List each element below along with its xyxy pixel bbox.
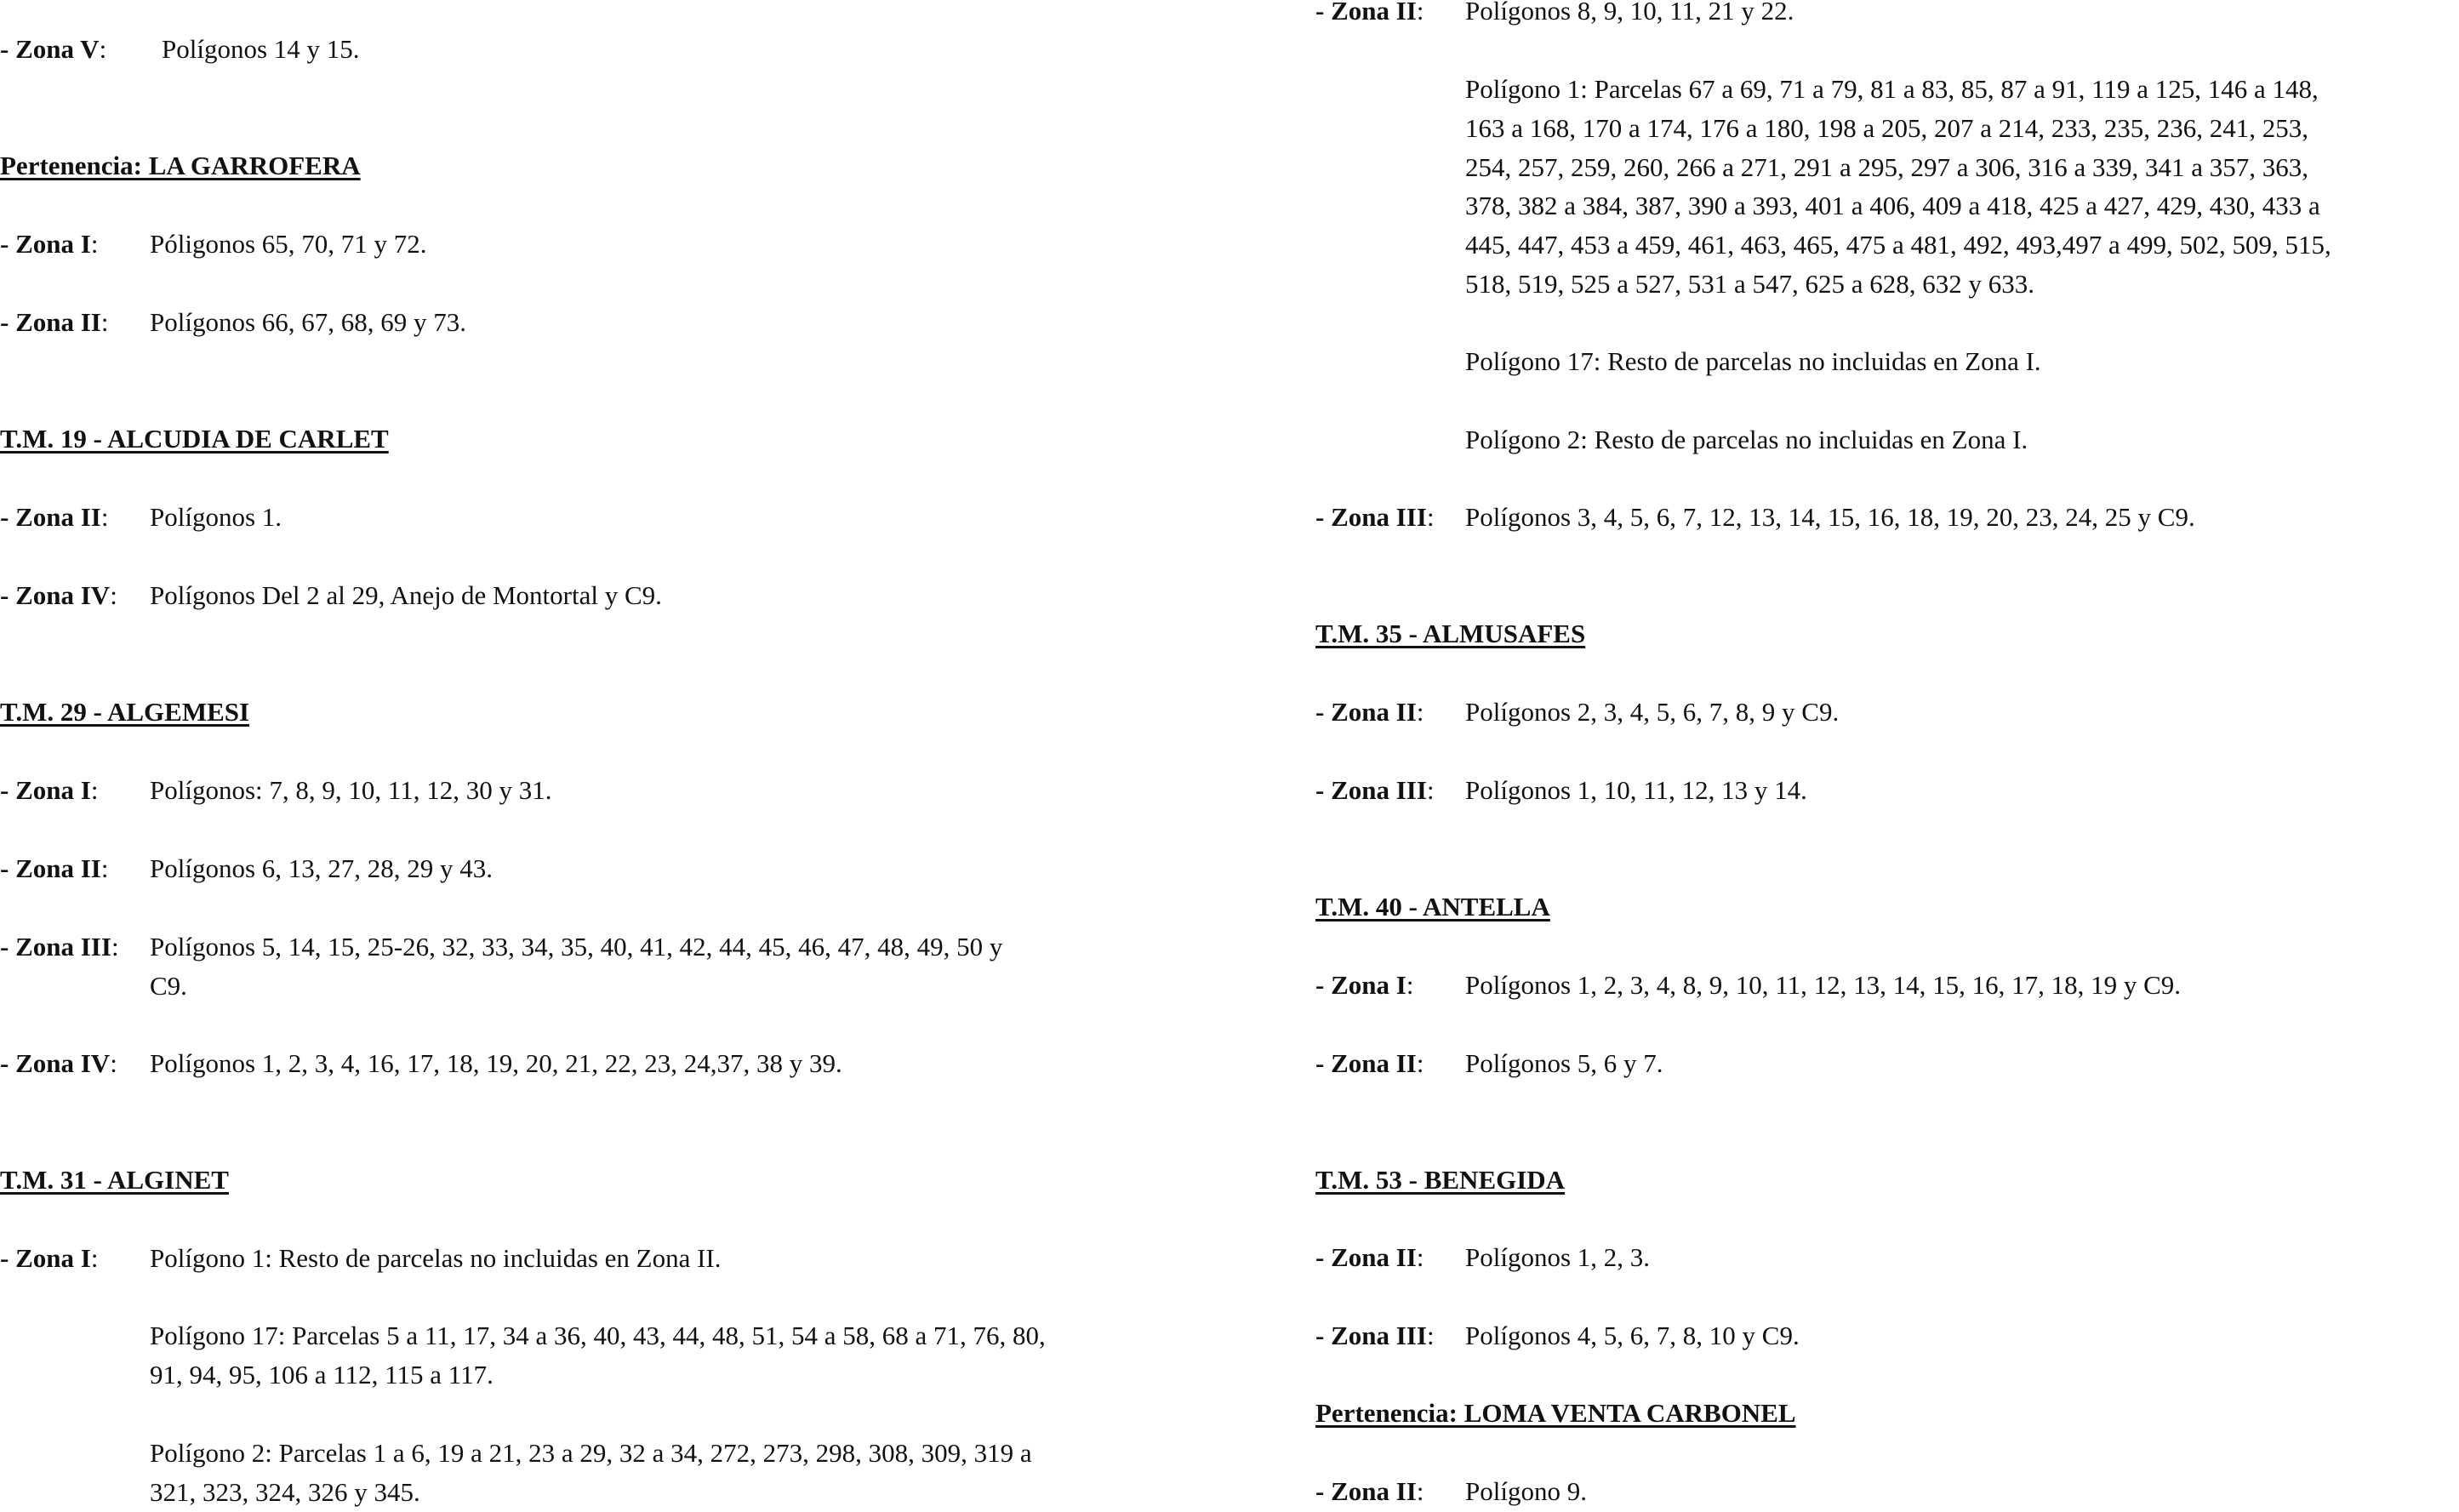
section-heading-loma-venta-carbonel: Pertenencia: LOMA VENTA CARBONEL [1315,1398,1796,1428]
zone-text: Polígono 1: Resto de parcelas no incluidas en Zona II. [150,1243,722,1273]
section-heading-la-garrofera: Pertenencia: LA GARROFERA [0,151,361,180]
zone-label: - Zona IV: [0,580,117,610]
zone-text: Polígonos Del 2 al 29, Anejo de Montortal y C9. [150,580,662,610]
section-heading-alcudia-de-carlet: T.M. 19 - ALCUDIA DE CARLET [0,424,389,454]
paragraph-line: 378, 382 a 384, 387, 390 a 393, 401 a 406, 409 a 418, 425 a 427, 429, 430, 433 a [1465,191,2320,220]
zone-label: - Zona III: [1315,775,1435,805]
zone-label: - Zona III: [1315,1321,1435,1350]
zone-label: - Zona III: [0,932,119,961]
zone-label: - Zona II: [1315,0,1424,26]
section-heading-algemesi: T.M. 29 - ALGEMESI [0,697,250,727]
paragraph-line: Polígono 17: Resto de parcelas no incluidas en Zona I. [1465,346,2041,376]
zone-text-continued: C9. [150,971,187,1001]
section-heading-antella: T.M. 40 - ANTELLA [1315,892,1550,921]
zone-label: - Zona II: [0,853,109,883]
zone-text: Polígonos 3, 4, 5, 6, 7, 12, 13, 14, 15, 16, 18, 19, 20, 23, 24, 25 y C9. [1465,502,2195,532]
paragraph-line: 518, 519, 525 a 527, 531 a 547, 625 a 628, 632 y 633. [1465,269,2035,299]
zone-text: Polígonos 66, 67, 68, 69 y 73. [150,307,467,337]
zone-text: Polígonos 14 y 15. [162,34,360,64]
zone-text: Polígonos 4, 5, 6, 7, 8, 10 y C9. [1465,1321,1800,1350]
zone-label: - Zona II: [1315,1048,1424,1078]
zone-label: - Zona III: [1315,502,1435,532]
left-column [0,0,1157,1507]
zone-label: - Zona I: [0,1243,99,1273]
zone-text: Polígonos 1, 2, 3, 4, 8, 9, 10, 11, 12, 13, 14, 15, 16, 17, 18, 19 y C9. [1465,970,2182,1000]
zone-label: - Zona II: [1315,1242,1424,1272]
paragraph-line: 445, 447, 453 a 459, 461, 463, 465, 475 a 481, 492, 493,497 a 499, 502, 509, 515, [1465,230,2331,260]
zone-text: Polígonos 5, 14, 15, 25-26, 32, 33, 34, 35, 40, 41, 42, 44, 45, 46, 47, 48, 49, 50 y [150,932,1003,961]
paragraph-line: Polígono 2: Resto de parcelas no incluidas en Zona I. [1465,425,2028,454]
zone-label: - Zona IV: [0,1048,117,1078]
zone-text: Polígonos 5, 6 y 7. [1465,1048,1663,1078]
paragraph-line: Polígono 1: Parcelas 67 a 69, 71 a 79, 81 a 83, 85, 87 a 91, 119 a 125, 146 a 148, [1465,74,2319,104]
zone-text: Polígonos: 7, 8, 9, 10, 11, 12, 30 y 31. [150,775,552,805]
section-heading-alginet: T.M. 31 - ALGINET [0,1165,229,1195]
zone-label: - Zona II: [0,502,109,532]
zone-text: Polígonos 1, 2, 3, 4, 16, 17, 18, 19, 20, 21, 22, 23, 24,37, 38 y 39. [150,1048,842,1078]
zone-label: - Zona I: [0,775,99,805]
zone-text: Polígono 9. [1465,1476,1587,1506]
section-heading-benegida: T.M. 53 - BENEGIDA [1315,1165,1566,1195]
paragraph-line: 91, 94, 95, 106 a 112, 115 a 117. [150,1360,494,1389]
zone-text: Polígonos 6, 13, 27, 28, 29 y 43. [150,853,494,883]
paragraph-line: Polígono 17: Parcelas 5 a 11, 17, 34 a 36, 40, 43, 44, 48, 51, 54 a 58, 68 a 71, 76, 80, [150,1321,1046,1350]
section-heading-almusafes: T.M. 35 - ALMUSAFES [1315,619,1586,648]
zone-label: - Zona V: [0,34,107,64]
zone-text: Polígonos 2, 3, 4, 5, 6, 7, 8, 9 y C9. [1465,697,1840,727]
zone-text: Polígonos 1, 2, 3. [1465,1242,1651,1272]
zone-label: - Zona I: [1315,970,1414,1000]
zone-text: Polígonos 8, 9, 10, 11, 21 y 22. [1465,0,1794,26]
zone-text: Polígonos 1. [150,502,282,532]
paragraph-line: 321, 323, 324, 326 y 345. [150,1477,420,1507]
zone-label: - Zona II: [1315,697,1424,727]
zone-text: Póligonos 65, 70, 71 y 72. [150,229,427,259]
zone-label: - Zona II: [0,307,109,337]
paragraph-line: 163 a 168, 170 a 174, 176 a 180, 198 a 205, 207 a 214, 233, 235, 236, 241, 253, [1465,113,2309,143]
zone-text: Polígonos 1, 10, 11, 12, 13 y 14. [1465,775,1807,805]
paragraph-line: 254, 257, 259, 260, 266 a 271, 291 a 295, 297 a 306, 316 a 339, 341 a 357, 363, [1465,152,2309,182]
zone-label: - Zona I: [0,229,99,259]
paragraph-line: Polígono 2: Parcelas 1 a 6, 19 a 21, 23 a 29, 32 a 34, 272, 273, 298, 308, 309, 319 a [150,1438,1032,1468]
right-column [1315,0,2459,1504]
zone-label: - Zona II: [1315,1476,1424,1506]
